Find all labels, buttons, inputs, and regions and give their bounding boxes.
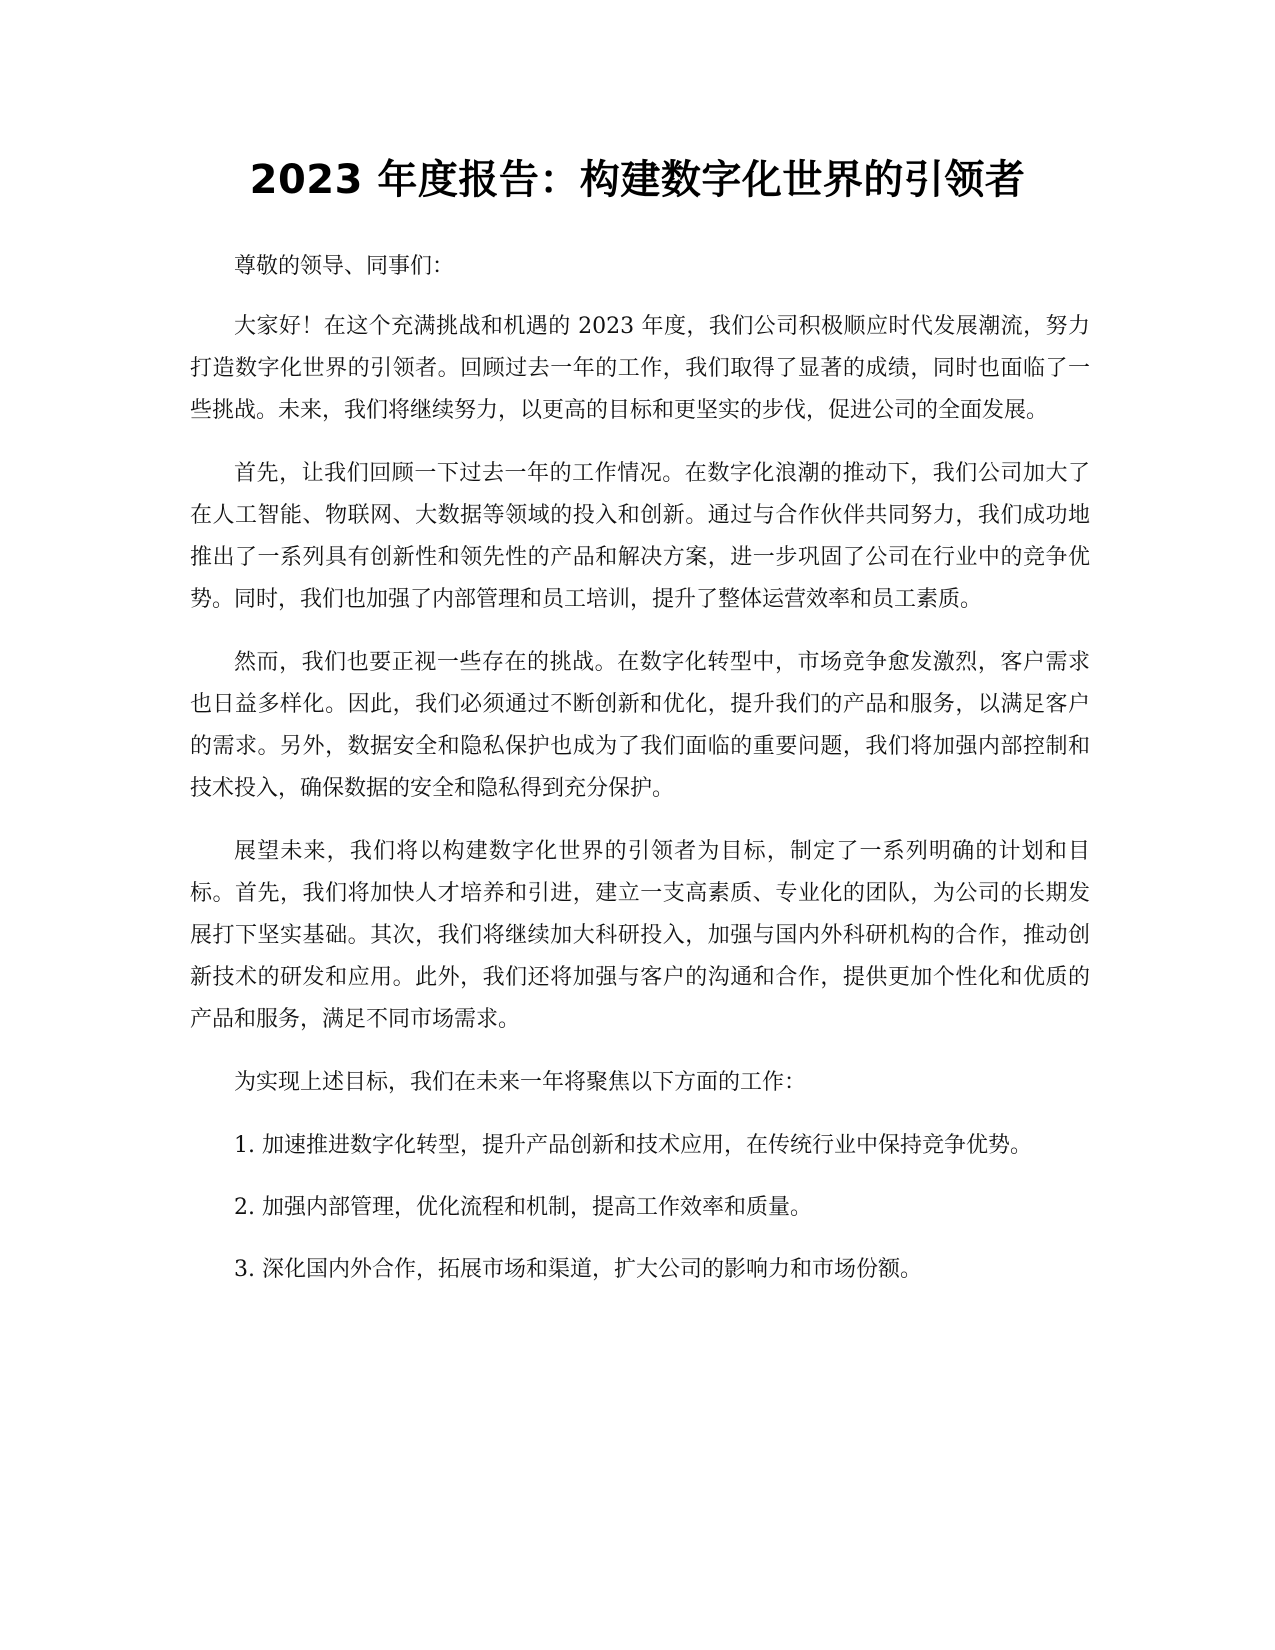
list-item: 1. 加速推进数字化转型，提升产品创新和技术应用，在传统行业中保持竞争优势。 — [234, 1133, 1032, 1158]
paragraph-intro: 大家好！在这个充满挑战和机遇的 2023 年度，我们公司积极顺应时代发展潮流，努力打造数字化世界的引领者。回顾过去一年的工作，我们取得了显著的成绩，同时也面临了一些挑战。未来，我们将继续努力，以更高的目标和更坚实的步伐，促进公司的全面发展。 — [190, 314, 1090, 423]
paragraph-challenges: 然而，我们也要正视一些存在的挑战。在数字化转型中，市场竞争愈发激烈，客户需求也日益多样化。因此，我们必须通过不断创新和优化，提升我们的产品和服务，以满足客户的需求。另外，数据安全和隐私保护也成为了我们面临的重要问题，我们将加强内部控制和技术投入，确保数据的安全和隐私得到充分保护。 — [190, 650, 1090, 801]
paragraph-outlook: 展望未来，我们将以构建数字化世界的引领者为目标，制定了一系列明确的计划和目标。首先，我们将加快人才培养和引进，建立一支高素质、专业化的团队，为公司的长期发展打下坚实基础。其次，我们将继续加大科研投入，加强与国内外科研机构的合作，推动创新技术的研发和应用。此外，我们还将加强与客户的沟通和合作，提供更加个性化和优质的产品和服务，满足不同市场需求。 — [190, 839, 1090, 1032]
salutation: 尊敬的领导、同事们： — [234, 254, 455, 279]
paragraph-focus-intro: 为实现上述目标，我们在未来一年将聚焦以下方面的工作： — [234, 1070, 807, 1095]
list-item: 3. 深化国内外合作，拓展市场和渠道，扩大公司的影响力和市场份额。 — [234, 1257, 922, 1282]
document-body — [190, 246, 1090, 1311]
paragraph-review: 首先，让我们回顾一下过去一年的工作情况。在数字化浪潮的推动下，我们公司加大了在人工智能、物联网、大数据等领域的投入和创新。通过与合作伙伴共同努力，我们成功地推出了一系列具有创新性和领先性的产品和解决方案，进一步巩固了公司在行业中的竞争优势。同时，我们也加强了内部管理和员工培训，提升了整体运营效率和员工素质。 — [190, 461, 1090, 612]
document-title: 2023 年度报告：构建数字化世界的引领者 — [249, 157, 1026, 203]
list-item: 2. 加强内部管理，优化流程和机制，提高工作效率和质量。 — [234, 1195, 812, 1220]
